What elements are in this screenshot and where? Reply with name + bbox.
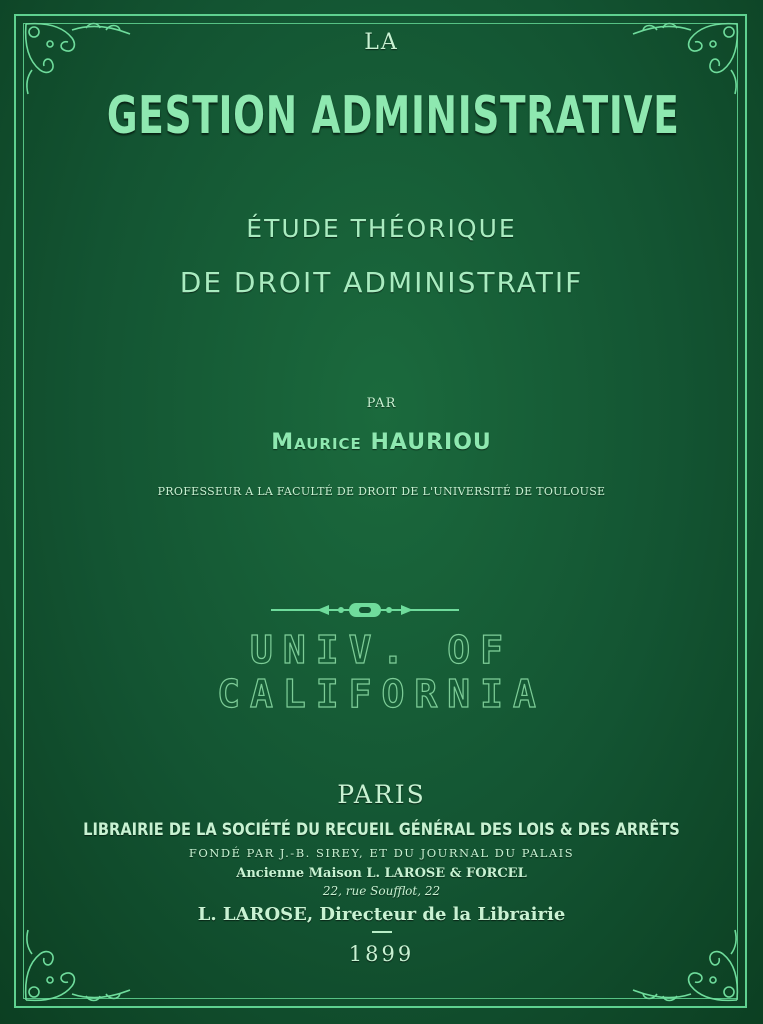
publication-year: 1899 [348,942,415,966]
ornamental-divider-icon [271,600,459,620]
publisher-name: LIBRAIRIE DE LA SOCIÉTÉ DU RECUEIL GÉNÉRAL DES LOIS & DES ARRÊTS [83,820,680,840]
year-separator [372,931,392,933]
library-stamp-line-1: UNIV. OF [249,628,514,672]
corner-ornament-icon [613,926,743,1006]
author-first-name: Maurice [271,430,362,455]
publisher-founded: FONDÉ PAR J.-B. SIREY, ET DU JOURNAL DU PALAIS [188,846,575,860]
subtitle-line-1: ÉTUDE THÉORIQUE [246,214,517,243]
author-name [0,430,763,455]
by-label: PAR [366,396,397,411]
library-director: L. LAROSE, Directeur de la Librairie [197,904,566,925]
main-title: GESTION ADMINISTRATIVE [106,86,680,146]
subtitle-line-2: DE DROIT ADMINISTRATIF [179,266,584,299]
publisher-address: 22, rue Soufflot, 22 [322,884,441,898]
library-stamp-line-2: CALIFORNIA [217,672,546,716]
author-title: PROFESSEUR A LA FACULTÉ DE DROIT DE L'UNIVERSITÉ DE TOULOUSE [157,485,606,498]
corner-ornament-icon [20,926,150,1006]
former-house: Ancienne Maison L. LAROSE & FORCEL [236,866,527,881]
author-last-name: HAURIOU [370,430,492,455]
publication-city: PARIS [337,780,426,809]
title-article: LA [364,30,399,55]
